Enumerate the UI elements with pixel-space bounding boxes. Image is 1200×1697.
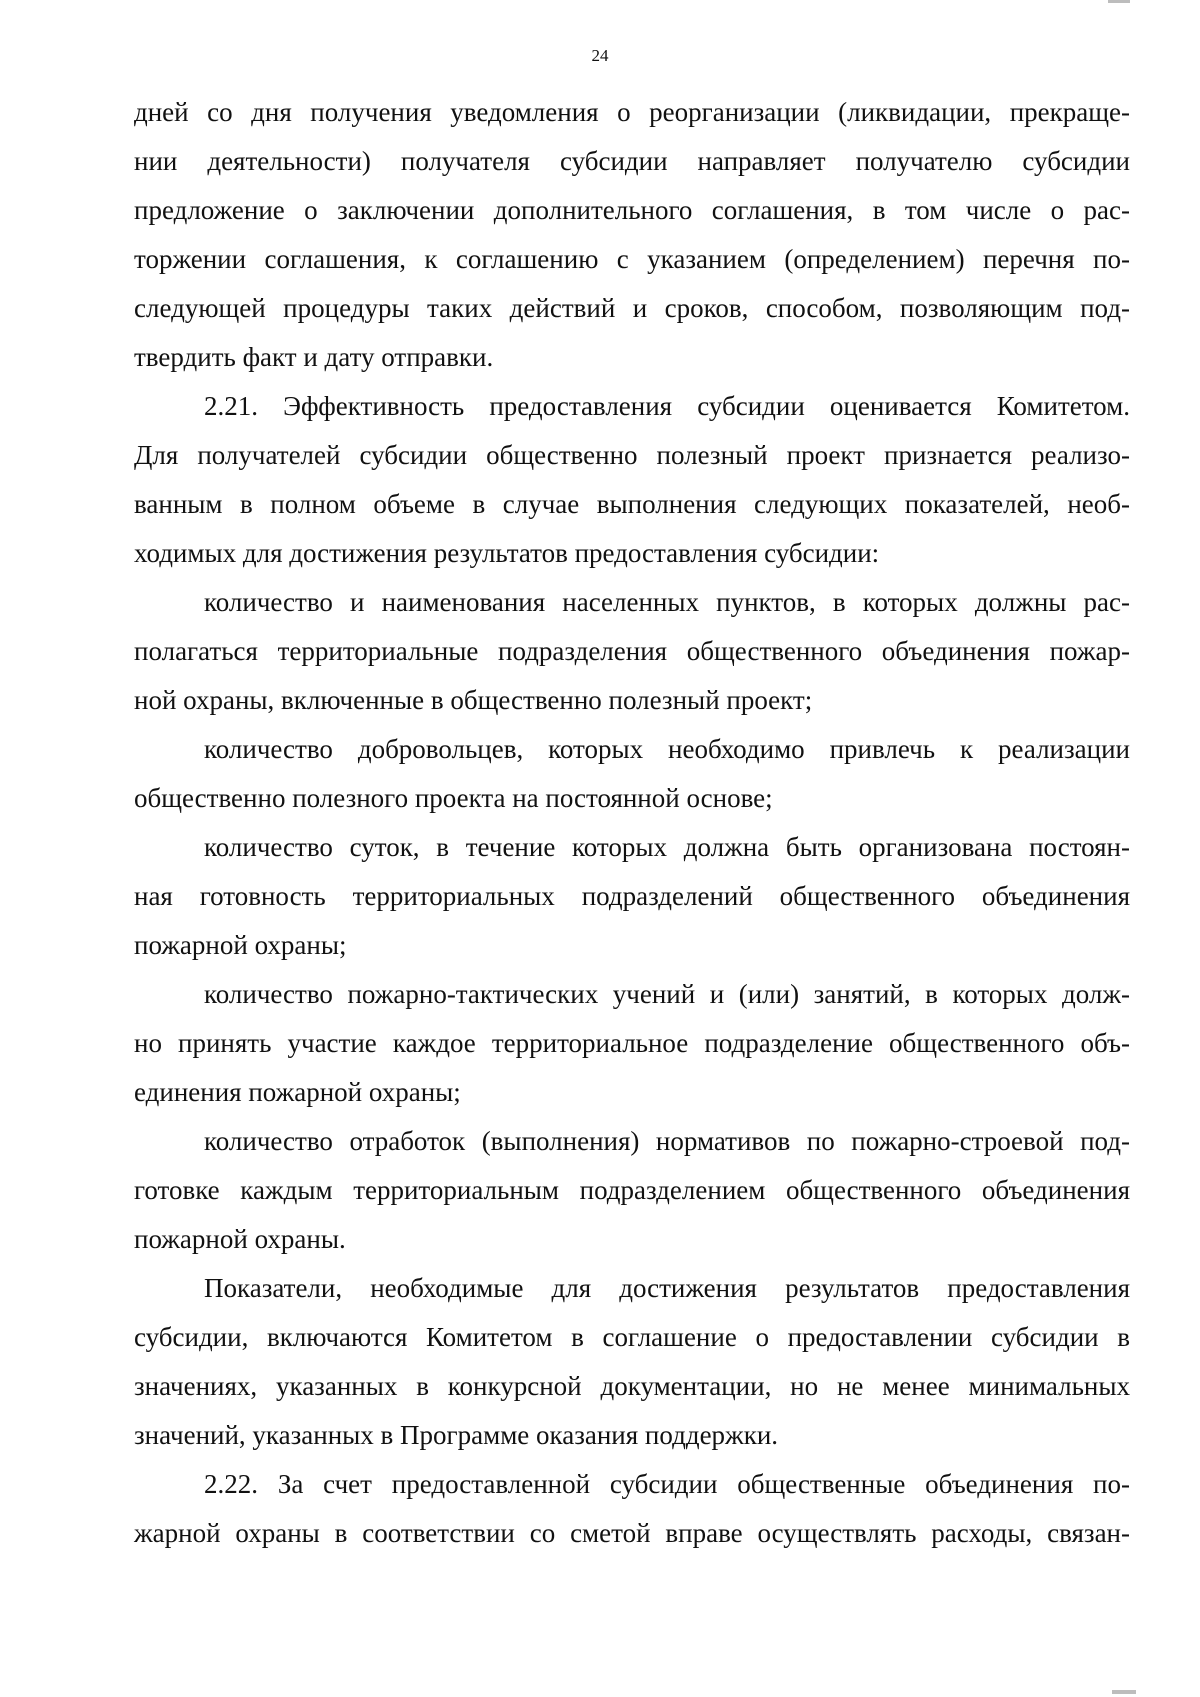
paragraph bbox=[134, 578, 1130, 725]
text-line: 2.21. Эффективность предоставления субсидии оценивается Комитетом. bbox=[204, 391, 1130, 421]
text-line: твердить факт и дату отправки. bbox=[134, 342, 494, 372]
scan-artifact bbox=[1112, 1690, 1136, 1694]
text-line: субсидии, включаются Комитетом в соглашение о предоставлении субсидии в bbox=[134, 1322, 1130, 1352]
text-line: количество отработок (выполнения) нормативов по пожарно-строевой под- bbox=[204, 1126, 1130, 1156]
document-body bbox=[134, 88, 1130, 1558]
text-line: количество и наименования населенных пунктов, в которых должны рас- bbox=[204, 587, 1130, 617]
paragraph bbox=[134, 1117, 1130, 1264]
text-line: готовке каждым территориальным подразделением общественного объединения bbox=[134, 1175, 1130, 1205]
scan-artifact bbox=[1108, 0, 1130, 3]
paragraph bbox=[134, 725, 1130, 823]
text-line: торжении соглашения, к соглашению с указанием (определением) перечня по- bbox=[134, 244, 1130, 274]
paragraph bbox=[134, 823, 1130, 970]
text-line: значений, указанных в Программе оказания поддержки. bbox=[134, 1420, 779, 1450]
paragraph bbox=[134, 382, 1130, 578]
text-line: ной охраны, включенные в общественно полезный проект; bbox=[134, 685, 813, 715]
text-line: Для получателей субсидии общественно полезный проект признается реализо- bbox=[134, 440, 1130, 470]
text-line: Показатели, необходимые для достижения результатов предоставления bbox=[204, 1273, 1130, 1303]
text-line: количество суток, в течение которых должна быть организована постоян- bbox=[204, 832, 1130, 862]
text-line: пожарной охраны; bbox=[134, 930, 347, 960]
page-number: 24 bbox=[591, 46, 609, 65]
text-line: следующей процедуры таких действий и сроков, способом, позволяющим под- bbox=[134, 293, 1130, 323]
paragraph bbox=[134, 88, 1130, 382]
text-line: дней со дня получения уведомления о реорганизации (ликвидации, прекраще- bbox=[134, 97, 1130, 127]
text-line: ходимых для достижения результатов предоставления субсидии: bbox=[134, 538, 880, 568]
text-line: значениях, указанных в конкурсной документации, но не менее минимальных bbox=[134, 1371, 1130, 1401]
text-line: полагаться территориальные подразделения общественного объединения пожар- bbox=[134, 636, 1130, 666]
text-line: предложение о заключении дополнительного соглашения, в том числе о рас- bbox=[134, 195, 1130, 225]
text-line: единения пожарной охраны; bbox=[134, 1077, 461, 1107]
paragraph bbox=[134, 970, 1130, 1117]
text-line: количество добровольцев, которых необходимо привлечь к реализации bbox=[204, 734, 1130, 764]
text-line: но принять участие каждое территориальное подразделение общественного объ- bbox=[134, 1028, 1130, 1058]
text-line: пожарной охраны. bbox=[134, 1224, 346, 1254]
paragraph bbox=[134, 1460, 1130, 1558]
text-line: 2.22. За счет предоставленной субсидии общественные объединения по- bbox=[204, 1469, 1130, 1499]
text-line: нии деятельности) получателя субсидии направляет получателю субсидии bbox=[134, 146, 1130, 176]
text-line: ная готовность территориальных подразделений общественного объединения bbox=[134, 881, 1130, 911]
text-line: количество пожарно-тактических учений и (или) занятий, в которых долж- bbox=[204, 979, 1130, 1009]
text-line: ванным в полном объеме в случае выполнения следующих показателей, необ- bbox=[134, 489, 1130, 519]
text-line: общественно полезного проекта на постоянной основе; bbox=[134, 783, 773, 813]
paragraph bbox=[134, 1264, 1130, 1460]
text-line: жарной охраны в соответствии со сметой вправе осуществлять расходы, связан- bbox=[134, 1518, 1130, 1548]
